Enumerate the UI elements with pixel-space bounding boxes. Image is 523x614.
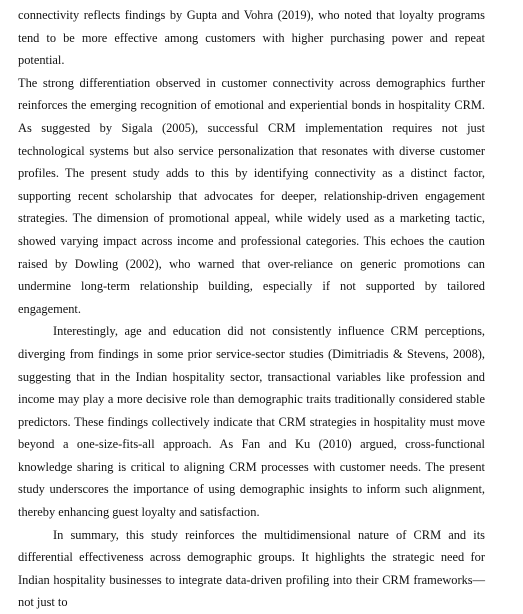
paragraph-summary: In summary, this study reinforces the multidimensional nature of CRM and its differential effectiveness across demographic groups. It highlights the strategic need for Indian hospitality businesses to integrate data-driven profiling into their CRM frameworks—not just to	[18, 527, 485, 610]
paragraph-strong-differentiation: The strong differentiation observed in customer connectivity across demographics further reinforces the emerging recognition of emotional and experiential bonds in hospitality CRM. As suggested by Sigala (2005), successful CRM implementation requires not just technological systems but also service personalization that resonates with diverse customer profiles. The present study adds to this by identifying connectivity as a distinct factor, supporting recent scholarship that advocates for deeper, relationship-driven engagement strategies. The dimension of promotional appeal, while widely used as a marketing tactic, showed varying impact across income and professional categories. This echoes the caution raised by Dowling (2002), who warned that over-reliance on generic promotions can undermine long-term relationship building, especially if not supported by tailored engagement.	[18, 75, 485, 316]
document-page	[18, 4, 485, 614]
paragraph-connectivity-findings: connectivity reflects findings by Gupta and Vohra (2019), who noted that loyalty programs tend to be more effective among customers with higher purchasing power and repeat potential.	[18, 8, 485, 68]
paragraph-age-education: Interestingly, age and education did not consistently influence CRM perceptions, diverging from findings in some prior service-sector studies (Dimitriadis & Stevens, 2008), suggesting that in the Indian hospitality sector, transactional variables like profession and income may play a more decisive role than demographic traits traditionally considered stable predictors. These findings collectively indicate that CRM strategies in hospitality must move beyond a one-size-fits-all approach. As Fan and Ku (2010) argued, cross-functional knowledge sharing is critical to aligning CRM processes with customer needs. The present study underscores the importance of using demographic insights to inform such alignment, thereby enhancing guest loyalty and satisfaction.	[18, 324, 485, 520]
